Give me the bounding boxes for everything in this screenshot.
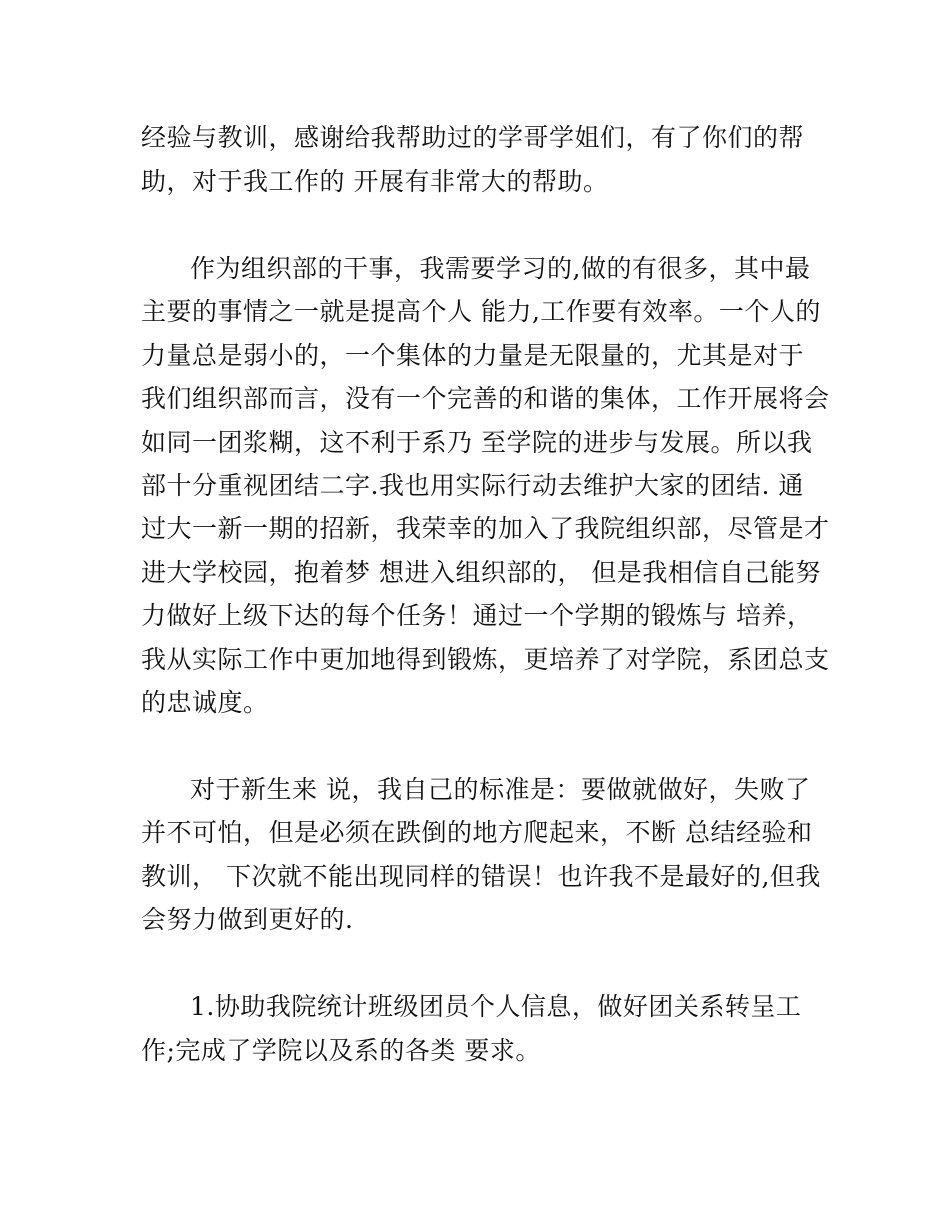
text-line: 助，对于我工作的 开展有非常大的帮助。 [141, 167, 609, 196]
text-line: 进大学校园，抱着梦 想进入组织部的， 但是我相信自己能努 [141, 558, 821, 587]
text-line: 作;完成了学院以及系的各类 要求。 [141, 1036, 541, 1065]
text-line: 主要的事情之一就是提高个人 能力,工作要有效率。一个人的 [141, 297, 821, 326]
text-line: 教训， 下次就不能出现同样的错误！也许我不是最好的,但我 [141, 862, 821, 891]
text-line: 的忠诚度。 [141, 688, 269, 717]
text-line: 会努力做到更好的. [141, 905, 354, 934]
text-line: 过大一新一期的招新，我荣幸的加入了我院组织部，尽管是才 [141, 514, 830, 543]
text-line: 力做好上级下达的每个任务！通过一个学期的锻炼与 培养， [141, 601, 813, 630]
text-line: 部十分重视团结二字.我也用实际行动去维护大家的团结. 通 [141, 471, 804, 500]
text-line: 我从实际工作中更加地得到锻炼，更培养了对学院，系团总支 [141, 645, 830, 674]
text-line: 如同一团浆糊，这不利于系乃 至学院的进步与发展。所以我 [141, 428, 813, 457]
text-line: 我们组织部而言，没有一个完善的和谐的集体，工作开展将会 [141, 384, 830, 413]
text-line: 1.协助我院统计班级团员个人信息，做好团关系转呈工 [190, 992, 802, 1021]
text-line: 力量总是弱小的，一个集体的力量是无限量的，尤其是对于 [141, 341, 805, 370]
text-line: 对于新生来 说，我自己的标准是：要做就做好，失败了 [190, 775, 811, 804]
text-line: 经验与教训，感谢给我帮助过的学哥学姐们，有了你们的帮 [141, 123, 805, 152]
text-line: 并不可怕，但是必须在跌倒的地方爬起来，不断 总结经验和 [141, 818, 813, 847]
text-line: 作为组织部的干事，我需要学习的,做的有很多，其中最 [190, 254, 811, 283]
